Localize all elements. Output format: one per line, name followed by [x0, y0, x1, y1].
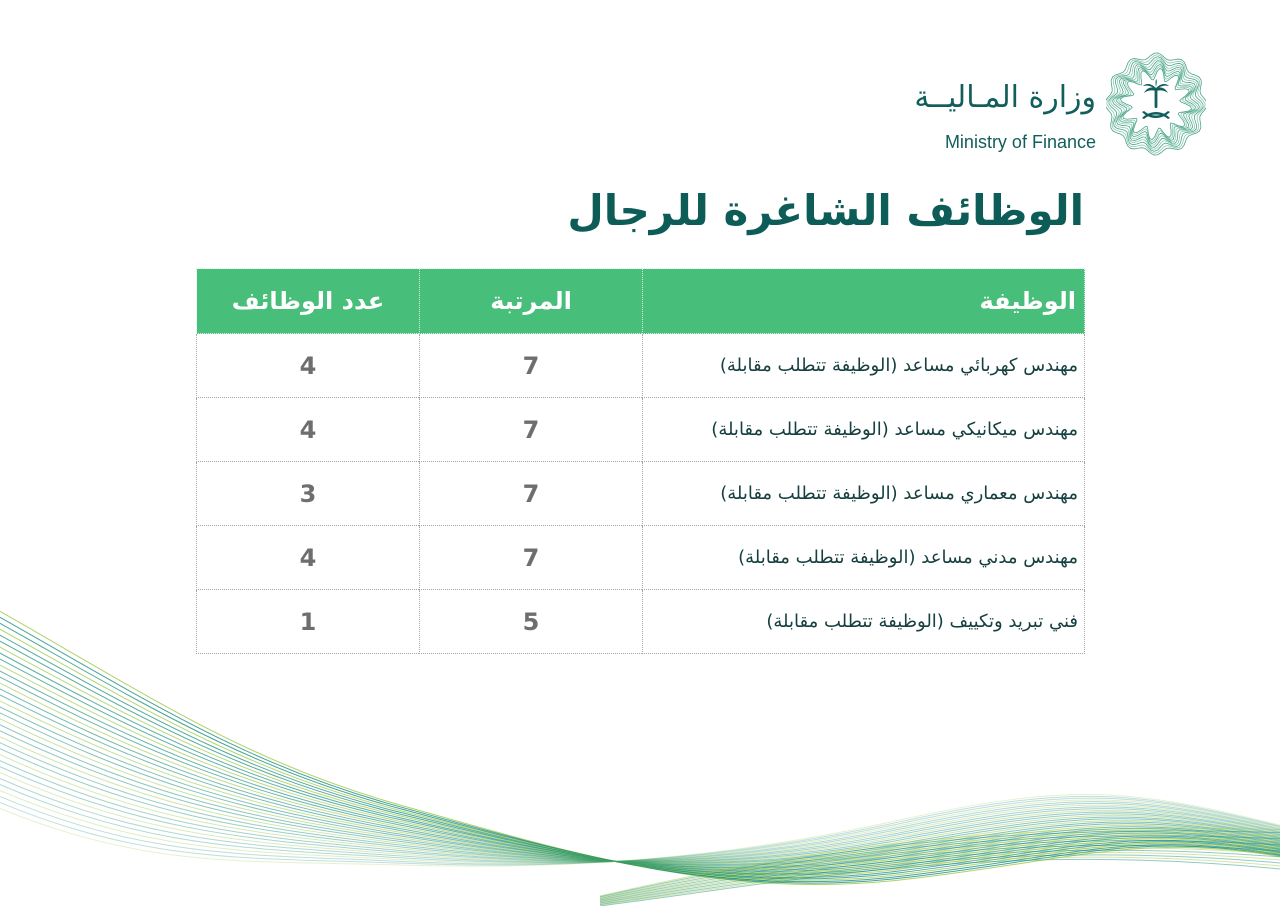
grade-cell: 5 [420, 590, 643, 654]
header-count: عدد الوظائف [197, 269, 420, 334]
grade-cell: 7 [420, 526, 643, 590]
job-title-cell: مهندس معماري مساعد (الوظيفة تتطلب مقابلة) [643, 462, 1085, 526]
count-cell: 4 [197, 334, 420, 398]
page-title: الوظائف الشاغرة للرجال [567, 186, 1084, 235]
count-cell: 1 [197, 590, 420, 654]
ministry-name-english: Ministry of Finance [944, 132, 1096, 152]
job-title-cell: مهندس كهربائي مساعد (الوظيفة تتطلب مقابلة) [643, 334, 1085, 398]
table-row [197, 334, 1085, 398]
table-header-row [197, 269, 1085, 334]
count-cell: 4 [197, 398, 420, 462]
job-title-cell: فني تبريد وتكييف (الوظيفة تتطلب مقابلة) [643, 590, 1085, 654]
grade-cell: 7 [420, 334, 643, 398]
table-row [197, 526, 1085, 590]
count-cell: 4 [197, 526, 420, 590]
header-grade: المرتبة [420, 269, 643, 334]
grade-cell: 7 [420, 398, 643, 462]
grade-cell: 7 [420, 462, 643, 526]
job-title-cell: مهندس مدني مساعد (الوظيفة تتطلب مقابلة) [643, 526, 1085, 590]
palm-swords-icon [1142, 79, 1170, 119]
header-job: الوظيفة [643, 269, 1085, 334]
table-row [197, 398, 1085, 462]
job-title-cell: مهندس ميكانيكي مساعد (الوظيفة تتطلب مقابلة) [643, 398, 1085, 462]
table-row [197, 590, 1085, 654]
ministry-name-arabic: وزارة المـاليــة [914, 80, 1096, 115]
vacancies-table [196, 268, 1085, 654]
ministry-emblem-icon [1106, 52, 1206, 156]
table-row [197, 462, 1085, 526]
ministry-logo [914, 52, 1220, 162]
count-cell: 3 [197, 462, 420, 526]
